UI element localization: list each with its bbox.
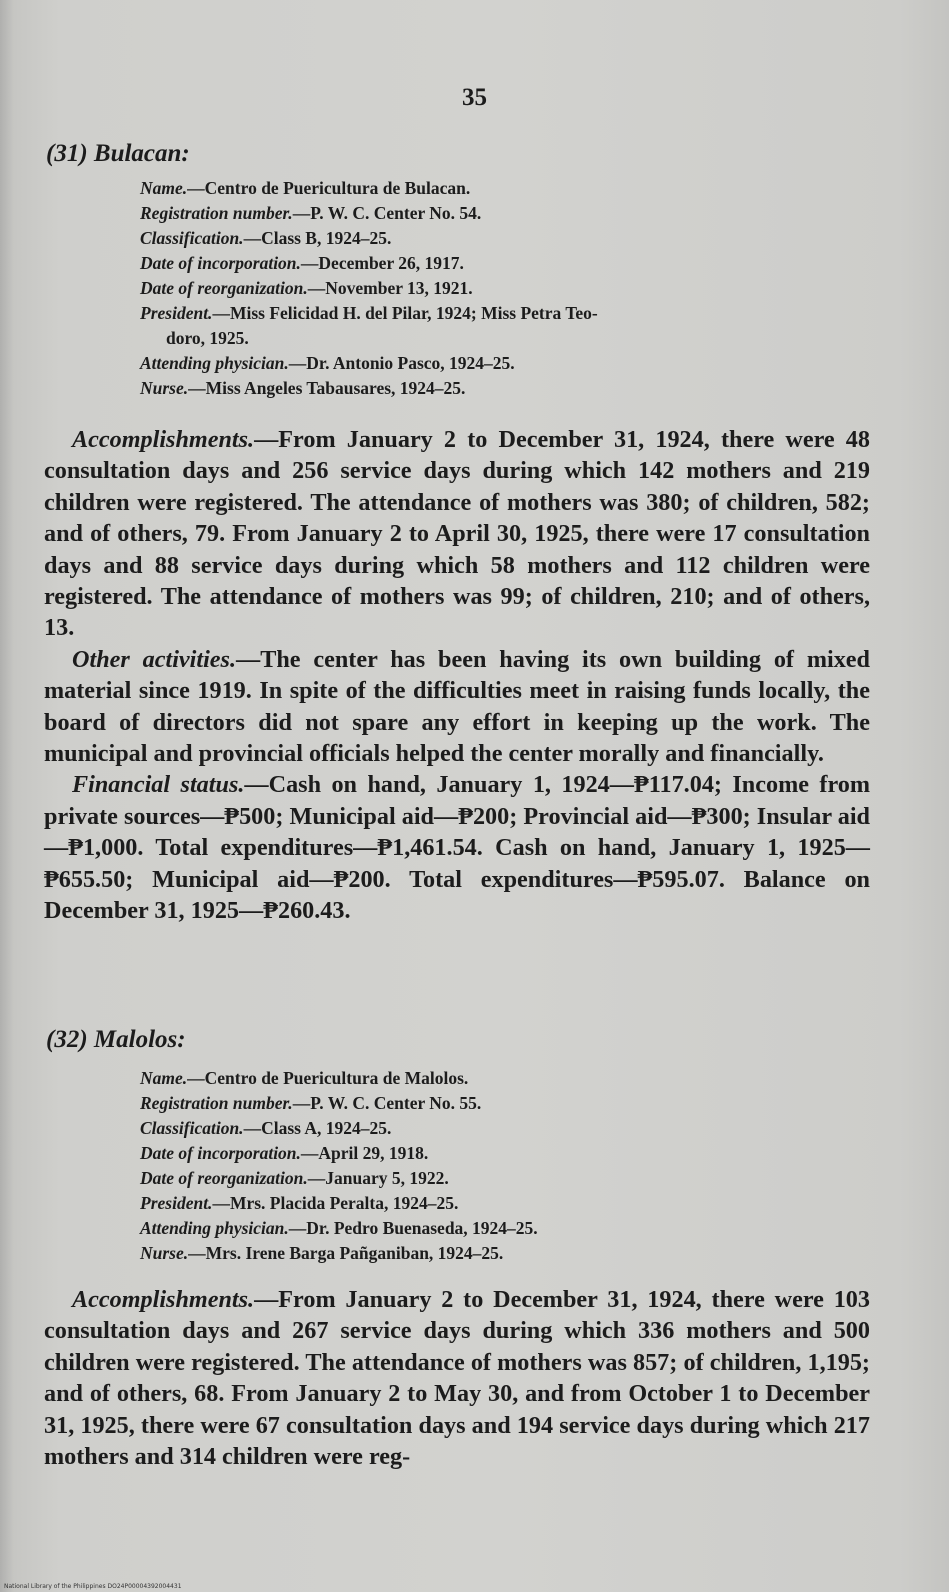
section-number: (31) [46,140,88,167]
detail-date-of-incorporation: Date of incorporation.—December 26, 1917. [140,253,464,273]
body-malolos [44,1284,870,1472]
section-heading-malolos [46,1026,186,1054]
details-bulacan [140,176,880,401]
detail-date-of-reorganization: Date of reorganization.—November 13, 1921. [140,278,473,298]
scan-footer: National Library of the Philippines DO24P00004392004431 [4,1583,182,1590]
detail-name: Name.—Centro de Puericultura de Malolos. [140,1068,469,1088]
section-number: (32) [46,1026,88,1053]
detail-president: President.—Mrs. Placida Peralta, 1924–25. [140,1193,459,1213]
detail-date-of-reorganization: Date of reorganization.—January 5, 1922. [140,1168,449,1188]
paragraph-accomplishments: Accomplishments.—From January 2 to December 31, 1924, there were 48 consultation days and 256 service days during which 142 mothers and 219 children were registered. The attendance of mothers was 380; of children, 582; and of others, 79. From January 2 to April 30, 1925, there were 17 consultation days and 88 service days during which 58 mothers and 112 children were registered. The attendance of mothers was 99; of children, 210; and of others, 13. [44,426,870,642]
paragraph-financial-status: Financial status.—Cash on hand, January 1, 1924—₱117.04; Income from private sources—₱500; Municipal aid—₱200; Provincial aid—₱300; Insular aid—₱1,000. Total expenditures—₱1,461.54. Cash on hand, January 1, 1925—₱655.50; Municipal aid—₱200. Total expenditures—₱595.07. Balance on December 31, 1925—₱260.43. [44,771,870,925]
detail-president: President.—Miss Felicidad H. del Pilar, 1924; Miss Petra Teo- [140,303,598,323]
detail-attending-physician: Attending physician.—Dr. Antonio Pasco, 1924–25. [140,353,515,373]
detail-nurse: Nurse.—Mrs. Irene Barga Pañganiban, 1924–25. [140,1243,504,1263]
paragraph-other-activities: Other activities.—The center has been having its own building of mixed material since 1919. In spite of the difficulties meet in raising funds locally, the board of directors did not spare any effort in keeping up the work. The municipal and provincial officials helped the center morally and financially. [44,645,870,768]
paragraph-accomplishments: Accomplishments.—From January 2 to December 31, 1924, there were 103 consultation days and 267 service days during which 336 mothers and 500 children were registered. The attendance of mothers was 857; of children, 1,195; and of others, 68. From January 2 to May 30, and from October 1 to December 31, 1925, there were 67 consultation days and 194 service days during which 217 mothers and 314 children were reg- [44,1286,870,1471]
detail-date-of-incorporation: Date of incorporation.—April 29, 1918. [140,1143,429,1163]
detail-classification: Classification.—Class A, 1924–25. [140,1118,392,1138]
section-title: Bulacan: [93,140,190,167]
detail-name: Name.—Centro de Puericultura de Bulacan. [140,178,471,198]
details-malolos [140,1066,880,1266]
section-heading-bulacan [46,140,190,168]
page-number: 35 [462,84,487,111]
detail-nurse: Nurse.—Miss Angeles Tabausares, 1924–25. [140,378,466,398]
detail-registration-number: Registration number.—P. W. C. Center No. 55. [140,1093,482,1113]
body-bulacan [44,424,870,927]
detail-attending-physician: Attending physician.—Dr. Pedro Buenaseda, 1924–25. [140,1218,538,1238]
detail-president-continued: doro, 1925. [166,328,249,348]
detail-registration-number: Registration number.—P. W. C. Center No. 54. [140,203,482,223]
detail-classification: Classification.—Class B, 1924–25. [140,228,392,248]
section-title: Malolos: [93,1026,186,1053]
